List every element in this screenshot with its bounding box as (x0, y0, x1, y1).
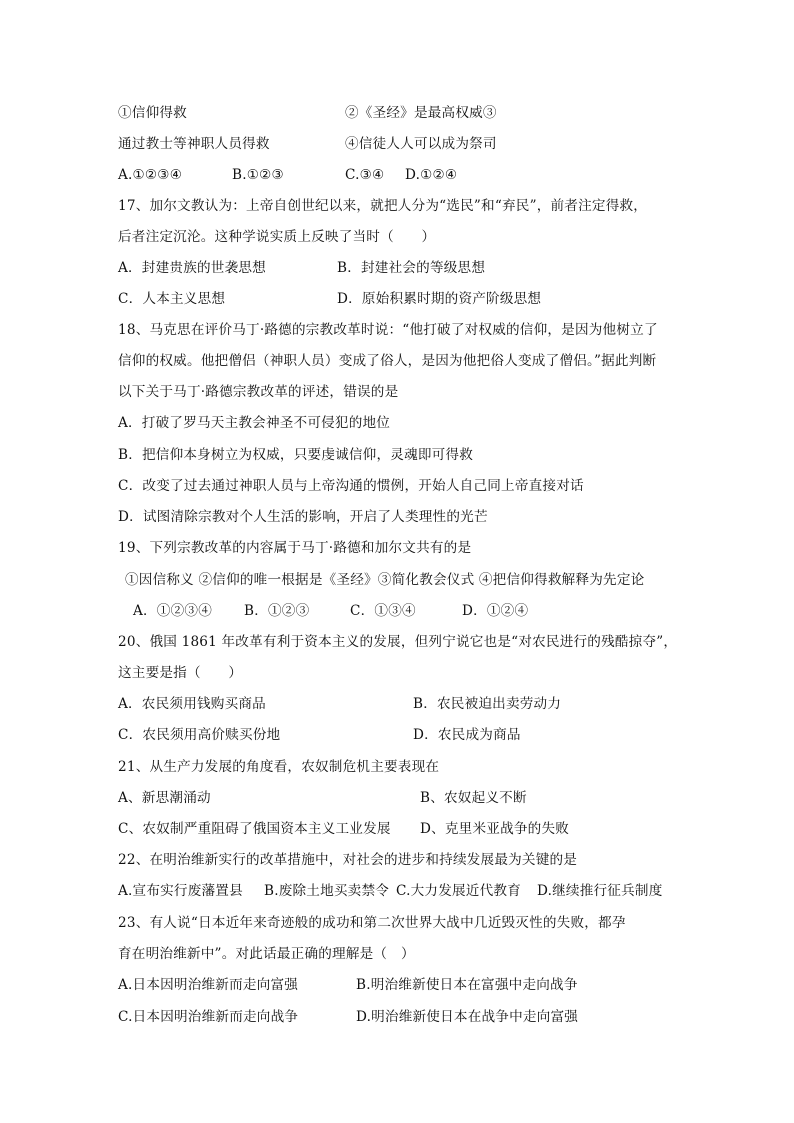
option: C．人本主义思想 (118, 291, 226, 307)
item-line: ①信仰得救 (118, 105, 187, 121)
option: D．原始积累时期的资产阶级思想 (337, 291, 542, 307)
option: D.继续推行征兵制度 (537, 883, 663, 899)
option: C.日本因明治维新而走向战争 (118, 1009, 299, 1025)
option: B.废除土地买卖禁令 (264, 883, 390, 899)
question-stem: 17、加尔文教认为：上帝自创世纪以来，就把人分为“选民”和“弃民”，前者注定得救， (118, 198, 648, 214)
question-stem: 23、有人说“日本近年来奇迹般的成功和第二次世界大战中几近毁灭性的失败，都孕 (118, 915, 626, 931)
option: A．农民须用钱购买商品 (118, 696, 266, 712)
question-stem: 21、从生产力发展的角度看，农奴制危机主要表现在 (118, 759, 440, 775)
option: C、农奴制严重阻碍了俄国资本主义工业发展 (118, 821, 391, 837)
option: B．封建社会的等级思想 (337, 260, 486, 276)
option: A.日本因明治维新而走向富强 (118, 977, 299, 993)
question-stem: 18、马克思在评价马丁·路德的宗教改革时说：“他打破了对权威的信仰，是因为他树立了 (118, 322, 658, 338)
option: C．改变了过去通过神职人员与上帝沟通的惯例，开始人自己同上帝直接对话 (118, 478, 584, 494)
question-stem: 信仰的权威。他把僧侣（神职人员）变成了俗人，是因为他把俗人变成了僧侣。”据此判断 (118, 353, 657, 369)
option: A、新思潮涌动 (118, 790, 211, 806)
option: A．封建贵族的世袭思想 (118, 260, 266, 276)
option: C．①③④ (350, 603, 416, 619)
question-stem: 22、在明治维新实行的改革措施中，对社会的进步和持续发展最为关键的是 (118, 852, 578, 868)
option: D．①②④ (462, 603, 529, 619)
option: C．农民须用高价赎买份地 (118, 727, 281, 743)
option: B．①②③ (244, 603, 310, 619)
option: C.大力发展近代教育 (396, 883, 521, 899)
option: B．把信仰本身树立为权威，只要虔诚信仰，灵魂即可得救 (118, 447, 474, 463)
question-stem: 19、下列宗教改革的内容属于马丁·路德和加尔文共有的是 (118, 540, 472, 556)
option: D.明治维新使日本在战争中走向富强 (356, 1009, 579, 1025)
question-stem: 后者注定沉沦。这种学说实质上反映了当时（ ） (118, 229, 436, 245)
option: A．①②③④ (133, 603, 212, 619)
option: D、克里米亚战争的失败 (420, 821, 570, 837)
option: A．打破了罗马天主教会神圣不可侵犯的地位 (118, 415, 391, 431)
item-line: ④信徒人人可以成为祭司 (345, 136, 497, 152)
option: A.①②③④ (118, 167, 183, 183)
item-line: 通过教士等神职人员得救 (118, 136, 270, 152)
question-stem: 以下关于马丁·路德宗教改革的评述，错误的是 (118, 384, 399, 400)
option: B.明治维新使日本在富强中走向战争 (356, 977, 578, 993)
option: B、农奴起义不断 (420, 790, 527, 806)
item-line: ②《圣经》是最高权威③ (345, 105, 497, 121)
question-items: ①因信称义 ②信仰的唯一根据是《圣经》③简化教会仪式 ④把信仰得救解释为先定论 (125, 572, 645, 588)
question-stem: 这主要是指（ ） (118, 665, 243, 681)
option: A.宣布实行废藩置县 (118, 883, 243, 899)
option: D．试图清除宗教对个人生活的影响，开启了人类理性的光芒 (118, 509, 488, 525)
option: C.③④ (345, 167, 385, 183)
question-stem: 育在明治维新中”。对此话最正确的理解是（ ） (118, 946, 415, 962)
option: D.①②④ (405, 167, 458, 183)
option: D．农民成为商品 (413, 727, 521, 743)
option: B.①②③ (232, 167, 284, 183)
option: B．农民被迫出卖劳动力 (413, 696, 562, 712)
question-stem: 20、俄国 1861 年改革有利于资本主义的发展，但列宁说它也是“对农民进行的残酷掠夺”， (118, 634, 678, 650)
